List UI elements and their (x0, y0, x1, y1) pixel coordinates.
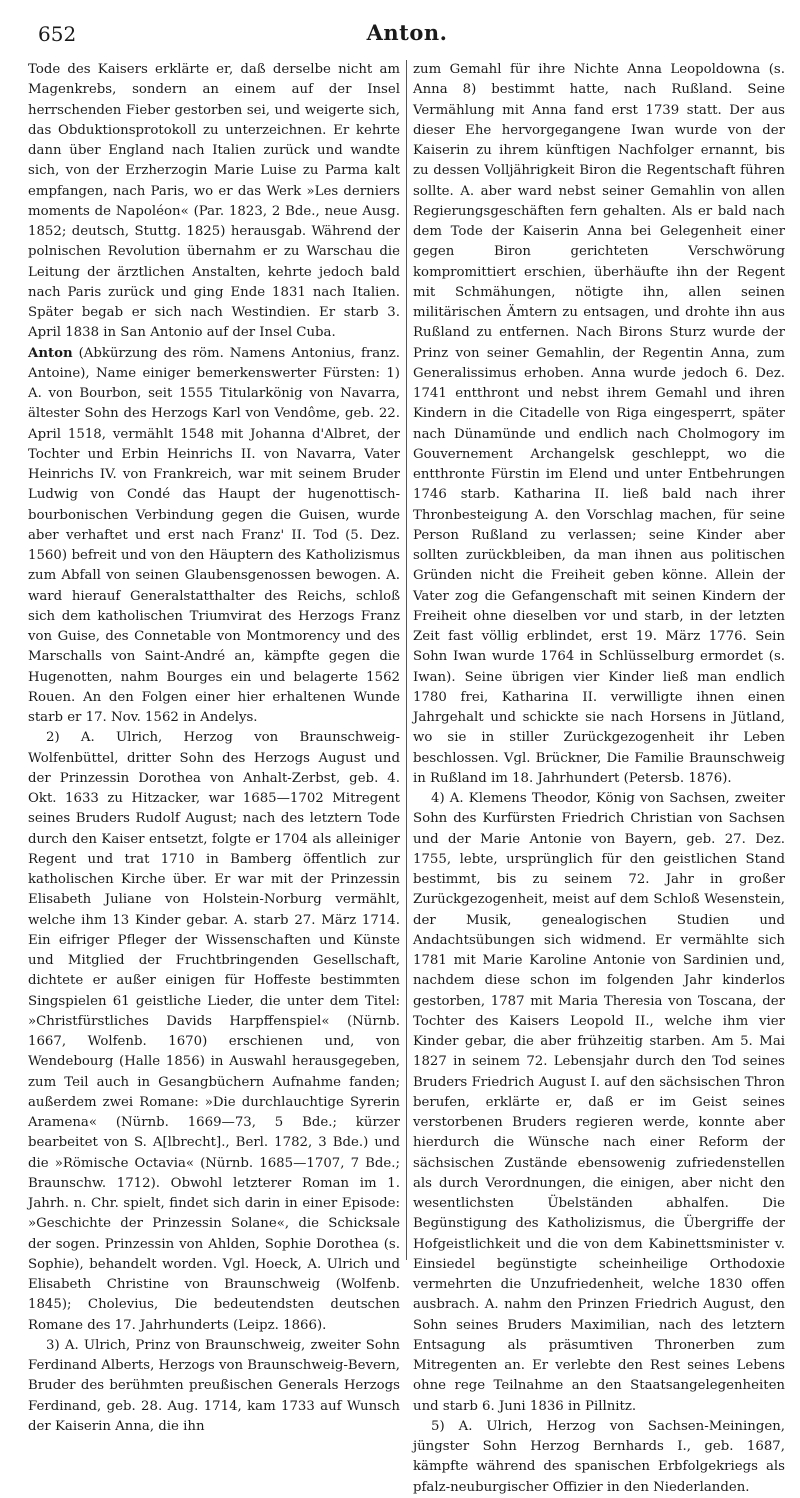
left-column (28, 60, 400, 1434)
page-number: 652 (38, 22, 77, 46)
right-column (413, 60, 785, 1495)
entry-anton-4: 4) A. Klemens Theodor, König von Sachsen, zweiter Sohn des Kurfürsten Friedrich Christian von Sachsen und der Marie Antonie von Bayern, geb. 27. Dez. 1755, lebte, ursprünglich für den geistlichen Stand bestimmt, bis zu seinem 72. Jahr in großer Zurückgezogenheit, meist auf dem Schloß Wesenstein, der Musik, genealogischen Studien und Andachtsübungen sich widmend. Er vermählte sich 1781 mit Marie Karoline Antonie von Sardinien und, nachdem diese schon im folgenden Jahr kinderlos gestorben, 1787 mit Maria Theresia von Toscana, der Tochter des Kaisers Leopold II., welche ihm vier Kinder gebar, die aber frühzeitig starben. Am 5. Mai 1827 in seinem 72. Lebensjahr durch den Tod seines Bruders Friedrich August I. auf den sächsischen Thron berufen, erklärte er, daß er im Geist seines verstorbenen Bruders regieren werde, konnte aber hierdurch die Wünsche nach einer Reform der sächsischen Zustände ebensowenig zufriedenstellen als durch Verordnungen, die einigen, aber nicht den wesentlichsten Übelständen abhalfen. Die Begünstigung des Katholizismus, die Übergriffe der Hofgeistlichkeit und die von dem Kabinettsminister v. Einsiedel begünstigte scheinheilige Orthodoxie vermehrten die Unzufriedenheit, welche 1830 offen ausbrach. A. nahm den Prinzen Friedrich August, den Sohn seines Bruders Maximilian, nach des letztern Entsagung als präsumtiven Thronerben zum Mitregenten an. Er verlebte den Rest seines Lebens ohne rege Teilnahme an den Staatsangelegenheiten und starb 6. Juni 1836 in Pillnitz. (413, 791, 785, 1414)
entry-anton-2: 2) A. Ulrich, Herzog von Braunschweig-Wolfenbüttel, dritter Sohn des Herzogs August und der Prinzessin Dorothea von Anhalt-Zerbst, geb. 4. Okt. 1633 zu Hitzacker, war 1685—1702 Mitregent seines Bruders Rudolf August; nach des letztern Tode durch den Kaiser entsetzt, folgte er 1704 als alleiniger Regent und trat 1710 in Bamberg öffentlich zur katholischen Kirche über. Er war mit der Prinzessin Elisabeth Juliane von Holstein-Norburg vermählt, welche ihm 13 Kinder gebar. A. starb 27. März 1714. Ein eifriger Pfleger der Wissenschaften und Künste und Mitglied der Fruchtbringenden Gesellschaft, dichtete er außer einigen für Hoffeste bestimmten Singspielen 61 geistliche Lieder, die unter dem Titel: »Christfürstliches Davids Harpffenspiel« (Nürnb. 1667, Wolfenb. 1670) erschienen und, von Wendebourg (Halle 1856) in Auswahl herausgegeben, zum Teil auch in Gesangbüchern Aufnahme fanden; außerdem zwei Romane: »Die durchlauchtige Syrerin Aramena« (Nürnb. 1669—73, 5 Bde.; kürzer bearbeitet von S. A[lbrecht]., Berl. 1782, 3 Bde.) und die »Römische Octavia« (Nürnb. 1685—1707, 7 Bde.; Braunschw. 1712). Obwohl letzterer Roman im 1. Jahrh. n. Chr. spielt, findet sich darin in einer Episode: »Geschichte der Prinzessin Solane«, die Schicksale der sogen. Prinzessin von Ahlden, Sophie Dorothea (s. Sophie), behandelt worden. Vgl. Hoeck, A. Ulrich und Elisabeth Christine von Braunschweig (Wolfenb. 1845); Cholevius, Die bedeutendsten deutschen Romane des 17. Jahrhunderts (Leipz. 1866). (28, 730, 400, 1333)
entry-anton-5: 5) A. Ulrich, Herzog von Sachsen-Meiningen, jüngster Sohn Herzog Bernhards I., geb. 1687, kämpfte während des spanischen Erbfolgekriegs als pfalz-neuburgischer Offizier in den Niederlanden. (413, 1418, 785, 1495)
page-header (38, 18, 776, 52)
column-divider (406, 60, 407, 1260)
entry-anton-text: (Abkürzung des röm. Namens Antonius, franz. Antoine), Name einiger bemerkenswerter Fürsten: 1) A. von Bourbon, seit 1555 Titularkönig von Navarra, ältester Sohn des Herzogs Karl von Vendôme, geb. 22. April 1518, vermählt 1548 mit Johanna d'Albret, der Tochter und Erbin Heinrichs II. von Navarra, Vater Heinrichs IV. von Frankreich, war mit seinem Bruder Ludwig von Condé das Haupt der hugenottisch-bourbonischen Verbindung gegen die Guisen, wurde aber verhaftet und erst nach Franz' II. Tod (5. Dez. 1560) befreit und von den Häuptern des Katholizismus zum Abfall von seinen Glaubensgenossen bewogen. A. ward hierauf Generalstatthalter des Reichs, schloß sich dem katholischen Triumvirat des Herzogs Franz von Guise, des Connetable von Montmorency und des Marschalls von Saint-André an, kämpfte gegen die Hugenotten, nahm Bourges ein und belagerte 1562 Rouen. An den Folgen einer hier erhaltenen Wunde starb er 17. Nov. 1562 in Andelys. (28, 345, 400, 725)
running-head: Anton. (366, 20, 448, 45)
entry-anton-3: 3) A. Ulrich, Prinz von Braunschweig, zweiter Sohn Ferdinand Alberts, Herzogs von Braunschweig-Bevern, Bruder des berühmten preußischen Generals Herzogs Ferdinand, geb. 28. Aug. 1714, kam 1733 auf Wunsch der Kaiserin Anna, die ihn (28, 1337, 400, 1434)
paragraph-continuation-right: zum Gemahl für ihre Nichte Anna Leopoldowna (s. Anna 8) bestimmt hatte, nach Rußland. Seine Vermählung mit Anna fand erst 1739 statt. Der aus dieser Ehe hervorgegangene Iwan wurde von der Kaiserin zu ihrem künftigen Nachfolger ernannt, bis zu dessen Volljährigkeit Biron die Regentschaft führen sollte. A. aber ward nebst seiner Gemahlin von allen Regierungsgeschäften fern gehalten. Als er bald nach dem Tode der Kaiserin Anna bei Gelegenheit einer gegen Biron gerichteten Verschwörung kompromittiert erschien, überhäufte ihn der Regent mit Schmähungen, nötigte ihn, allen seinen militärischen Ämtern zu entsagen, und drohte ihn aus Rußland zu entfernen. Nach Birons Sturz wurde der Prinz von seiner Gemahlin, der Regentin Anna, zum Generalissimus erhoben. Anna wurde jedoch 6. Dez. 1741 entthront und nebst ihrem Gemahl und ihren Kindern in die Citadelle von Riga eingesperrt, später nach Dünamünde und endlich nach Cholmogory im Gouvernement Archangelsk geschleppt, wo die entthronte Fürstin im Elend und unter Entbehrungen 1746 starb. Katharina II. ließ bald nach ihrer Thronbesteigung A. den Vorschlag machen, für seine Person Rußland zu verlassen; seine Kinder aber sollten zurückbleiben, da man ihnen aus politischen Gründen nicht die Freiheit geben könne. Allein der Vater zog die Gefangenschaft mit seinen Kindern der Freiheit ohne dieselben vor und starb, in der letzten Zeit fast völlig erblindet, erst 19. März 1776. Sein Sohn Iwan wurde 1764 in Schlüsselburg ermordet (s. Iwan). Seine übrigen vier Kinder ließ man endlich 1780 frei, Katharina II. verwilligte ihnen einen Jahrgehalt und schickte sie nach Horsens in Jütland, wo sie in stiller Zurückgezogenheit ihr Leben beschlossen. Vgl. Brückner, Die Familie Braunschweig in Rußland im 18. Jahrhundert (Petersb. 1876). (413, 62, 785, 786)
paragraph-continuation: Tode des Kaisers erklärte er, daß derselbe nicht am Magenkrebs, sondern an einem auf der Insel herrschenden Fieber gestorben sei, und weigerte sich, das Obduktionsprotokoll zu unterzeichnen. Er kehrte dann über England nach Italien zurück und wandte sich, von der Erzherzogin Marie Luise zu Parma kalt empfangen, nach Paris, wo er das Werk »Les derniers moments de Napoléon« (Par. 1823, 2 Bde., neue Ausg. 1852; deutsch, Stuttg. 1825) herausgab. Während der polnischen Revolution übernahm er zu Warschau die Leitung der ärztlichen Anstalten, kehrte jedoch bald nach Paris zurück und ging Ende 1831 nach Italien. Später begab er sich nach Westindien. Er starb 3. April 1838 in San Antonio auf der Insel Cuba. (28, 62, 400, 341)
entry-headword: Anton (28, 345, 73, 361)
entry-anton (28, 344, 400, 729)
